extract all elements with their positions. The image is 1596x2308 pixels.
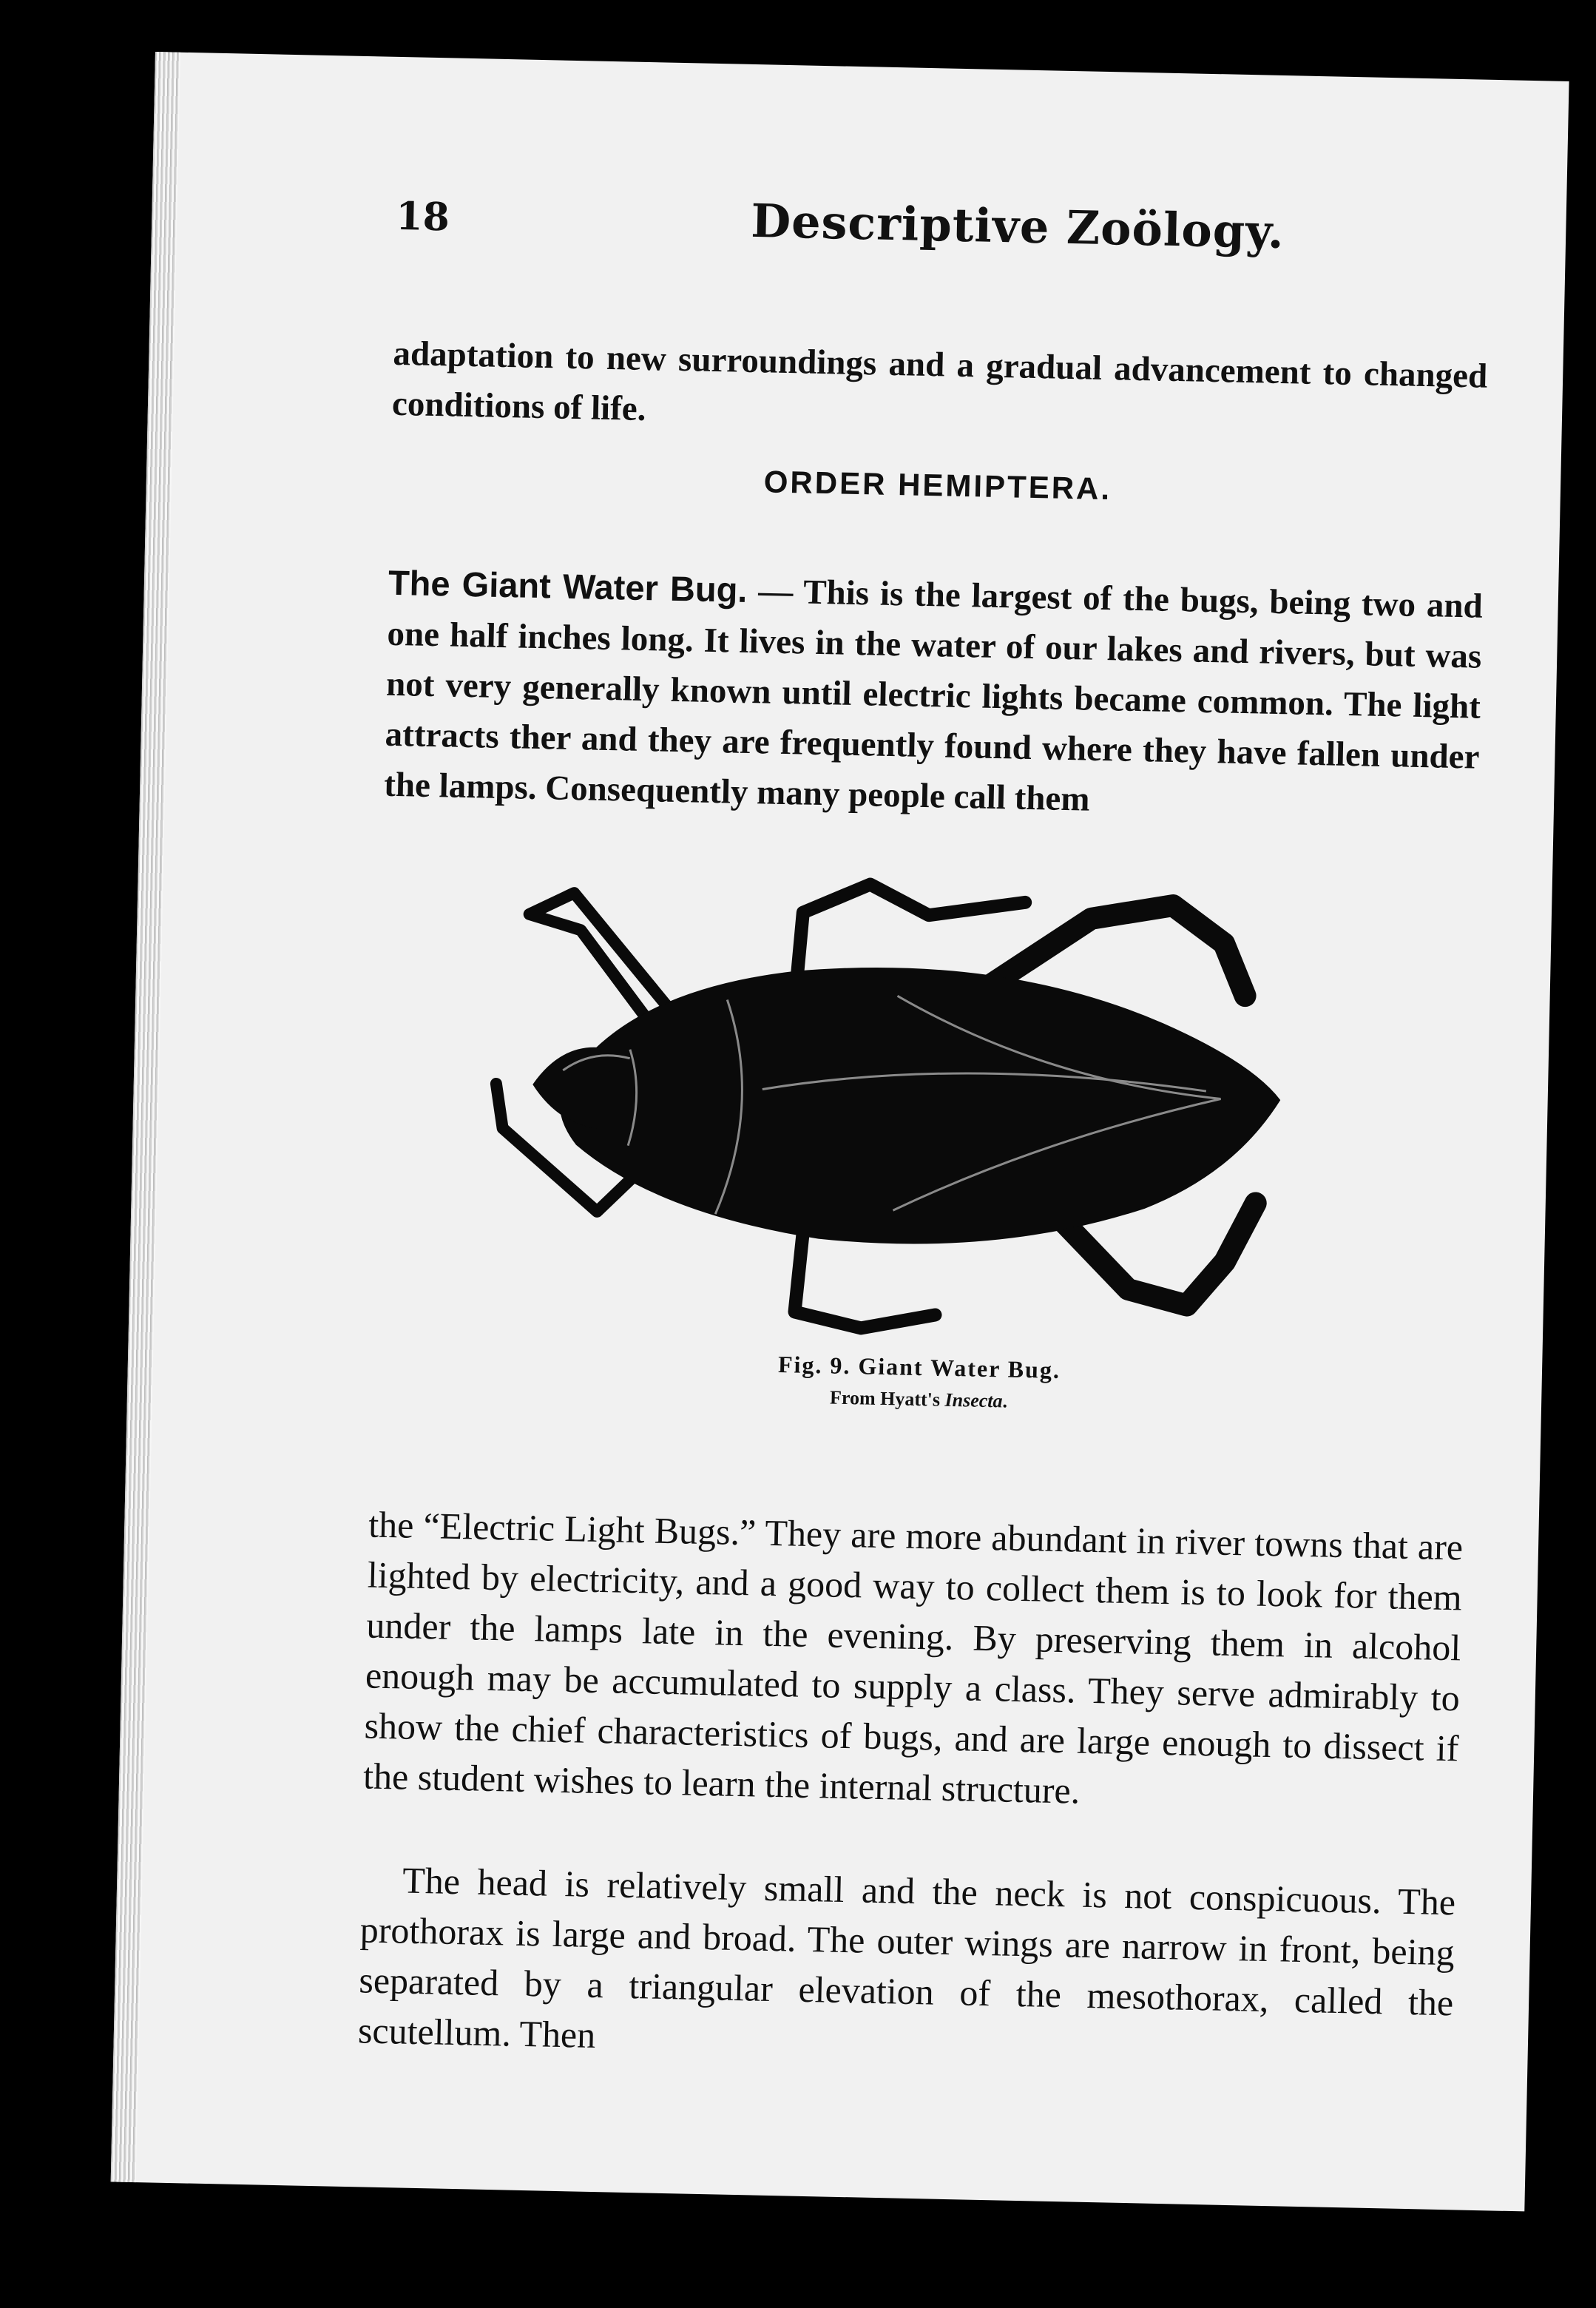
figure-caption [371, 1343, 1467, 1423]
paragraph-body: — This is the largest of the bugs, being two and one half inches long. It lives in the water of our lakes and rivers, but was not very generally known until electric lights became common. The light attracts ther and they are frequently found where they have fallen under the lamps. Consequently many people call them [383, 571, 1484, 819]
paragraph-head-description: The head is relatively small and the neck is not conspicuous. The prothorax is large and broad. The outer wings are narrow in front, being separated by a triangular elevation of the mesothorax, called the scutellum. Then [357, 1859, 1456, 2056]
caption-source-title: Insecta [944, 1388, 1003, 1412]
caption-source-suffix: . [1002, 1390, 1008, 1412]
caption-title: Fig. 9. Giant Water Bug. [777, 1351, 1061, 1384]
paragraph-continued: adaptation to new surroundings and a gradual advancement to changed conditions of life. [391, 334, 1488, 428]
caption-source-prefix: From Hyatt's [829, 1386, 945, 1411]
run-in-heading: The Giant Water Bug. [388, 562, 748, 610]
section-heading: ORDER HEMIPTERA. [763, 464, 1112, 507]
running-title: Descriptive Zoölogy. [750, 193, 1285, 260]
bug-drawing [476, 862, 1344, 1353]
page-edge [111, 52, 180, 2182]
paragraph-electric-light-bugs: the “Electric Light Bugs.” They are more abundant in river towns that are lighted by electricity, and a good way to collect them is to look for them under the lamps late in the evening. By preserving them in alcohol enough may be accumulated to supply a class. They serve admirably to show the chief characteristics of bugs, and are large enough to dissect if the student wishes to learn the internal structure. [362, 1503, 1464, 1812]
page-number: 18 [395, 193, 450, 240]
giant-water-bug-illustration [476, 862, 1344, 1353]
paragraph-giant-water-bug [384, 558, 1484, 833]
page-header [395, 186, 1491, 276]
book-page [111, 52, 1569, 2211]
